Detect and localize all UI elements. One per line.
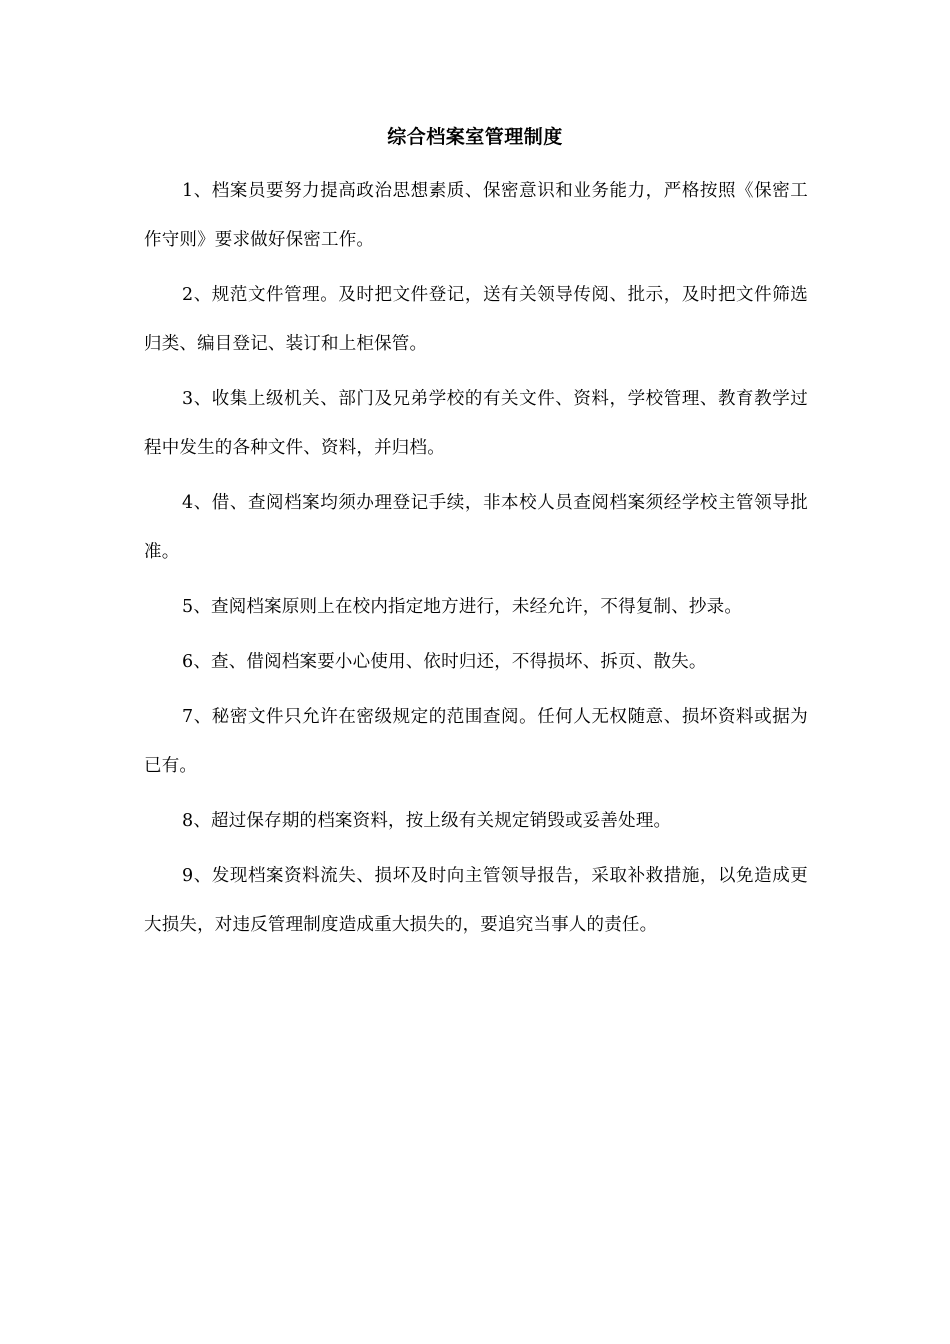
clause-item: 1、档案员要努力提高政治思想素质、保密意识和业务能力，严格按照《保密工作守则》要求做好保密工作。 [144, 181, 808, 250]
clause-item: 7、秘密文件只允许在密级规定的范围查阅。任何人无权随意、损坏资料或据为已有。 [144, 707, 808, 776]
clause-item: 4、借、查阅档案均须办理登记手续，非本校人员查阅档案须经学校主管领导批准。 [144, 493, 808, 562]
clause-item: 8、超过保存期的档案资料，按上级有关规定销毁或妥善处理。 [182, 811, 672, 831]
document-title: 综合档案室管理制度 [387, 126, 563, 148]
clause-item: 6、查、借阅档案要小心使用、依时归还，不得损坏、拆页、散失。 [182, 652, 707, 672]
clause-item: 2、规范文件管理。及时把文件登记，送有关领导传阅、批示，及时把文件筛选归类、编目登记、装订和上柜保管。 [144, 285, 808, 354]
clause-item: 9、发现档案资料流失、损坏及时向主管领导报告，采取补救措施，以免造成更大损失，对违反管理制度造成重大损失的，要追究当事人的责任。 [144, 866, 808, 935]
clause-item: 5、查阅档案原则上在校内指定地方进行，未经允许，不得复制、抄录。 [182, 597, 743, 617]
clause-list [144, 167, 808, 956]
clause-item: 3、收集上级机关、部门及兄弟学校的有关文件、资料，学校管理、教育教学过程中发生的各种文件、资料，并归档。 [144, 389, 808, 458]
